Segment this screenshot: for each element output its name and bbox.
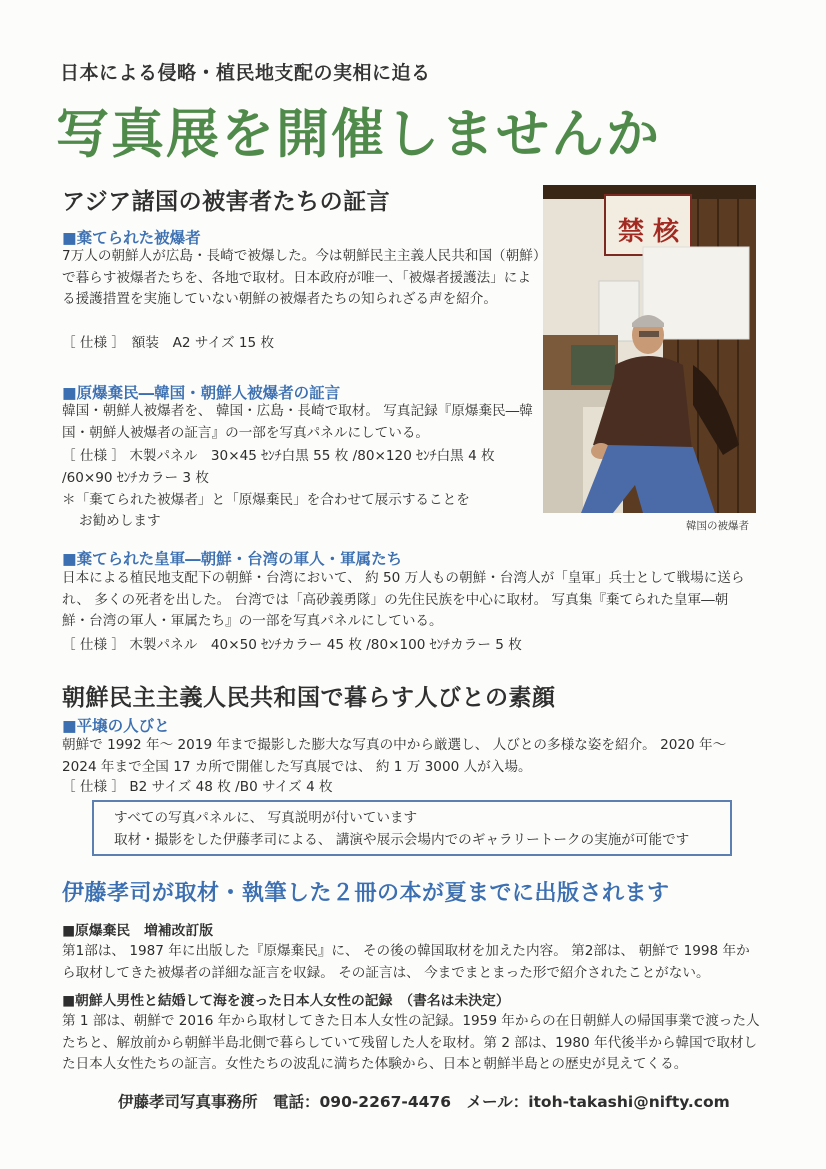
- section2-text: 朝鮮で 1992 年～ 2019 年まで撮影した膨大な写真の中から厳選し、 人びとの多様な姿を紹介。 2020 年～ 2024 年まで全国 17 カ所で開催した写真展では、 約 1 万 3000 人が入場。: [62, 737, 727, 775]
- item2-text: 韓国・朝鮮人被爆者を、 韓国・広島・長崎で取材。 写真記録『原爆棄民―韓国・朝鮮人被爆者の証言』の一部を写真パネルにしている。: [62, 403, 533, 441]
- notice-box: [92, 800, 732, 856]
- contact-footer: 伊藤孝司写真事務所 電話：090-2267-4476 メール：itoh-takashi@nifty.com: [118, 1093, 730, 1111]
- book2-text: 第 1 部は、朝鮮で 2016 年から取材してきた日本人女性の記録。1959 年からの在日朝鮮人の帰国事業で渡った人たちと、解放前から朝鮮半島北側で暮らしていて残留した人を取材。第 2 部は、1980 年代後半から韓国で取材した日本人女性たちの証言。女性たちの波乱に満ちた体験から、日本と朝鮮半島との歴史が見えてくる。: [62, 1013, 760, 1072]
- book2-heading: ■朝鮮人男性と結婚して海を渡った日本人女性の記録 （書名は未決定）: [62, 993, 510, 1009]
- page-headline: 写真展を開催しませんか: [56, 104, 661, 165]
- item2-heading: ■原爆棄民―韓国・朝鮮人被爆者の証言: [62, 384, 341, 402]
- section2-spec: ［ 仕様 ］ B2 サイズ 48 枚 /B0 サイズ 4 枚: [62, 779, 333, 795]
- item1-heading: ■棄てられた被爆者: [62, 229, 201, 247]
- item2-note-line1: ＊「棄てられた被爆者」と「原爆棄民」を合わせて展示することを: [62, 492, 470, 508]
- item3-spec: ［ 仕様 ］ 木製パネル 40×50 ｾﾝﾁカラー 45 枚 /80×100 ｾﾝﾁカラー 5 枚: [62, 637, 522, 653]
- section2-heading: ■平壌の人びと: [62, 717, 170, 735]
- book1-text: 第1部は、 1987 年に出版した『原爆棄民』に、 その後の韓国取材を加えた内容。 第2部は、 朝鮮で 1998 年から取材してきた被爆者の詳細な証言を収録。 その証言は、 今までまとまった形で紹介されたことがない。: [62, 943, 750, 981]
- kicker-text: 日本による侵略・植民地支配の実相に迫る: [60, 62, 431, 84]
- item2-note-line2: お勧めします: [79, 513, 161, 529]
- item1-spec: ［ 仕様 ］ 額装 A2 サイズ 15 枚: [62, 335, 275, 351]
- book1-heading: ■原爆棄民 増補改訂版: [62, 923, 214, 939]
- item1-text: 7万人の朝鮮人が広島・長崎で被爆した。今は朝鮮民主主義人民共和国（朝鮮）で暮らす被爆者たちを、各地で取材。日本政府が唯一、「被爆者援護法」による援護措置を実施していない朝鮮の被爆者たちの知られざる声を紹介。: [62, 248, 540, 307]
- notice-line1: すべての写真パネルに、 写真説明が付いています: [114, 810, 418, 826]
- books-title: 伊藤孝司が取材・執筆した２冊の本が夏までに出版されます: [62, 881, 670, 906]
- item2-spec-line1: ［ 仕様 ］ 木製パネル 30×45 ｾﾝﾁ白黒 55 枚 /80×120 ｾﾝﾁ白黒 4 枚: [62, 448, 495, 464]
- photo-illustration: [543, 185, 756, 513]
- section1-title: アジア諸国の被害者たちの証言: [62, 189, 391, 215]
- item2-spec-line2: /60×90 ｾﾝﾁカラー 3 枚: [62, 470, 209, 486]
- sign-text: 禁 核: [618, 217, 680, 247]
- item3-text: 日本による植民地支配下の朝鮮・台湾において、 約 50 万人もの朝鮮・台湾人が「皇軍」兵士として戦場に送られ、 多くの死者を出した。 台湾では「高砂義勇隊」の先住民族を中心に取材。 写真集『棄てられた皇軍―朝鮮・台湾の軍人・軍属たち』の一部を写真パネルにしている。: [62, 570, 745, 629]
- item3-heading: ■棄てられた皇軍―朝鮮・台湾の軍人・軍属たち: [62, 550, 403, 568]
- hibakusha-photo: [543, 185, 756, 513]
- photo-caption: 韓国の被爆者: [686, 520, 749, 532]
- section2-title: 朝鮮民主主義人民共和国で暮らす人びとの素顔: [62, 685, 556, 711]
- notice-line2: 取材・撮影をした伊藤孝司による、 講演や展示会場内でのギャラリートークの実施が可能です: [114, 832, 690, 848]
